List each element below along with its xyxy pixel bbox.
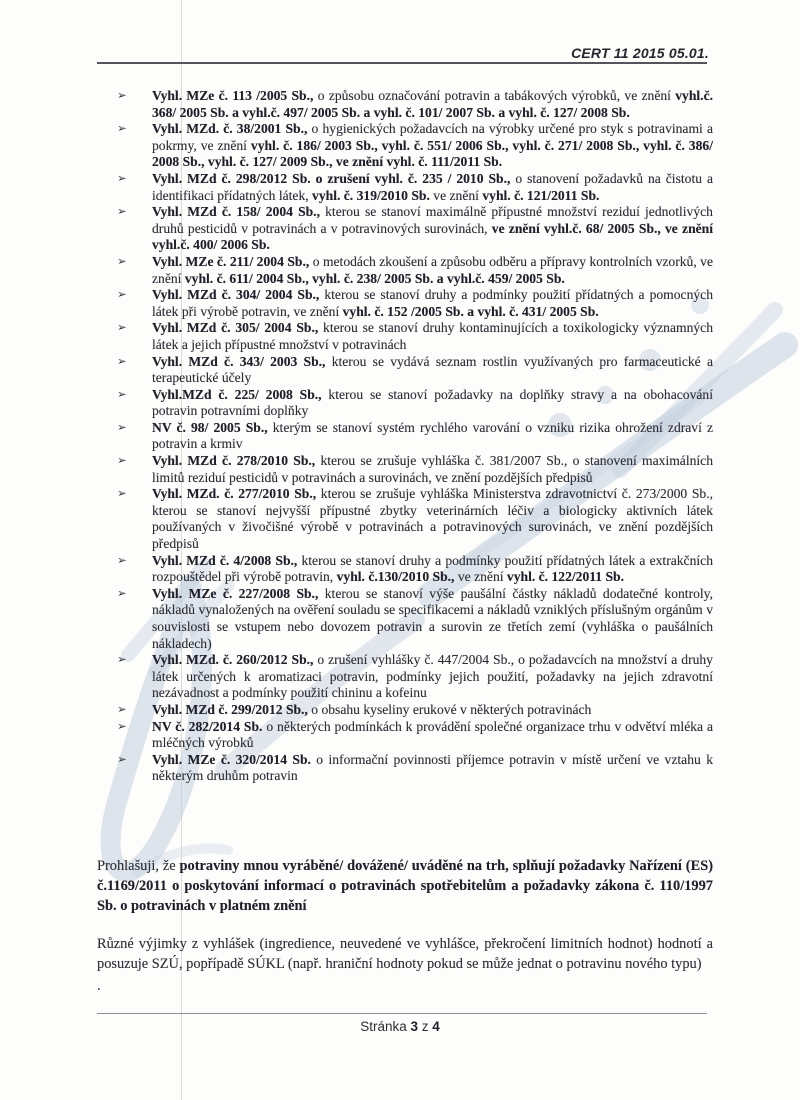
list-item — [97, 354, 713, 387]
bullet-arrow-icon: ➢ — [117, 255, 127, 268]
list-item-text: Vyhl. MZe č. 113 /2005 Sb., o způsobu označování potravin a tabákových výrobků, ve znění vyhl.č. 368/ 2005 Sb. a vyhl.č. 497/ 2005 Sb. a vyhl. č. 101/ 2007 Sb. a vyhl. č. 127/ 2008 Sb. — [152, 88, 714, 120]
bullet-arrow-icon: ➢ — [117, 488, 127, 501]
footer-page-number: 3 — [410, 1019, 418, 1034]
list-item — [97, 752, 713, 785]
list-item-text: Vyhl. MZd č. 304/ 2004 Sb., kterou se stanoví druhy a podmínky použití přídatných a pomocných látek při výrobě potravin, ve znění vyhl. č. 152 /2005 Sb. a vyhl. č. 431/ 2005 Sb. — [152, 287, 713, 319]
bullet-arrow-icon: ➢ — [117, 388, 127, 401]
list-item-text: Vyhl. MZd č. 305/ 2004 Sb., kterou se stanoví druhy kontaminujících a toxikologicky významných látek a jejich přípustné množství v potravinách — [152, 320, 713, 352]
footer-separator: z — [421, 1019, 429, 1034]
list-item-text: Vyhl. MZd. č. 38/2001 Sb., o hygienických požadavcích na výrobky určené pro styk s potravinami a pokrmy, ve znění vyhl. č. 186/ 2003 Sb., vyhl. č. 551/ 2006 Sb., vyhl. č. 271/ 2008 Sb., vyhl. č. 386/ 2008 Sb., vyhl. č. 127/ 2009 Sb., ve znění vyhl. č. 111/2011 Sb. — [152, 121, 713, 170]
header-rule — [97, 62, 707, 64]
list-item-text: Vyhl. MZd č. 343/ 2003 Sb., kterou se vydává seznam rostlin využívaných pro farmaceutické a terapeutické účely — [152, 353, 713, 386]
list-item-text: Vyhl. MZe č. 227/2008 Sb., kterou se stanoví výše paušální částky nákladů dodatečné kontroly, nákladů vynaložených na ověření souladu se specifikacemi a nákladů vzniklých příslušným orgánům v souvislosti se vstupem nebo dovozem potravin a surovin ze třetích zemí (vyhláška o paušálních nákladech) — [152, 585, 713, 651]
bullet-arrow-icon: ➢ — [117, 172, 127, 185]
list-item-text: NV č. 98/ 2005 Sb., kterým se stanoví systém rychlého varování o vzniku rizika ohrožení zdraví z potravin a krmiv — [152, 419, 713, 452]
paragraph-section — [97, 856, 713, 996]
list-item — [97, 719, 713, 752]
bullet-arrow-icon: ➢ — [117, 289, 127, 302]
bullet-arrow-icon: ➢ — [117, 720, 127, 733]
bullet-arrow-icon: ➢ — [117, 322, 127, 335]
declaration-paragraph: Prohlašuji, že potraviny mnou vyráběné/ dovážené/ uváděné na trh, splňují požadavky Nařízení (ES) č.1169/2011 o poskytování informací o potravinách spotřebitelům a požadavky zákona č. 110/1997 Sb. o potravinách v platném znění — [97, 858, 713, 914]
list-item — [97, 204, 713, 254]
stray-period: . — [97, 978, 101, 994]
list-item-text: Vyhl.MZd č. 225/ 2008 Sb., kterou se stanoví požadavky na doplňky stravy a na obohacování potravin potravními doplňky — [152, 386, 713, 419]
bullet-arrow-icon: ➢ — [117, 554, 127, 567]
footer-total-pages: 4 — [432, 1019, 440, 1034]
list-item — [97, 420, 713, 453]
bullet-arrow-icon: ➢ — [117, 206, 127, 219]
list-item — [97, 486, 713, 552]
list-item-text: NV č. 282/2014 Sb. o některých podmínkách k provádění společné organizace trhu v odvětví mléka a mléčných výrobků — [152, 718, 713, 751]
bullet-arrow-icon: ➢ — [117, 355, 127, 368]
footer-label: Stránka — [360, 1019, 407, 1034]
list-item — [97, 586, 713, 652]
list-item — [97, 553, 713, 586]
list-item-text: Vyhl. MZd č. 298/2012 Sb. o zrušení vyhl. č. 235 / 2010 Sb., o stanovení požadavků na čistotu a identifikaci přídatných látek, vyhl. č. 319/2010 Sb. ve znění vyhl. č. 121/2011 Sb. — [152, 170, 714, 203]
list-item — [97, 702, 713, 719]
list-item — [97, 121, 713, 171]
list-item — [97, 320, 713, 353]
bullet-arrow-icon: ➢ — [117, 703, 127, 716]
list-item-text: Vyhl. MZd č. 299/2012 Sb., o obsahu kyseliny erukové v některých potravinách — [152, 701, 592, 717]
list-item — [97, 254, 713, 287]
exceptions-paragraph: Různé výjimky z vyhlášek (ingredience, neuvedené ve vyhlášce, překročení limitních hodnot) hodnotí a posuzuje SZÚ, popřípadě SÚKL (např. hraniční hodnoty pokud se může jednat o potravinu nového typu) — [97, 936, 713, 972]
page-footer — [0, 1019, 800, 1034]
bullet-arrow-icon: ➢ — [117, 90, 127, 102]
list-item-text: Vyhl. MZd. č. 260/2012 Sb., o zrušení vyhlášky č. 447/2004 Sb., o požadavcích na množství a druhy látek určených k aromatizaci potravin, podmínky jejich použití, požadavky na jejich zdravotní nezávadnost a podmínky použití chininu a kofeinu — [152, 652, 713, 701]
list-item — [97, 453, 713, 486]
list-item — [97, 88, 713, 121]
regulation-list — [97, 88, 713, 785]
list-item-text: Vyhl. MZd č. 158/ 2004 Sb., kterou se stanoví maximálně přípustné množství reziduí jednotlivých druhů pesticidů v potravinách a v potravinových surovinách, ve znění vyhl.č. 68/ 2005 Sb., ve znění vyhl.č. 400/ 2006 Sb. — [152, 204, 713, 253]
footer-rule — [97, 1013, 707, 1014]
list-item-text: Vyhl. MZd č. 4/2008 Sb., kterou se stanoví druhy a podmínky použití přídatných látek a extrakčních rozpouštědel při výrobě potravin, vyhl. č.130/2010 Sb., ve znění vyhl. č. 122/2011 Sb. — [152, 552, 713, 585]
list-item-text: Vyhl. MZd. č. 277/2010 Sb., kterou se zrušuje vyhláška Ministerstva zdravotnictví č. 273/2000 Sb., kterou se stanoví nejvyšší přípustné zbytky veterinárních léčiv a biologicky aktivních látek používaných v živočišné výrobě v potravinách a potravinových surovinách, ve znění pozdějších předpisů — [152, 486, 713, 552]
bullet-arrow-icon: ➢ — [117, 587, 127, 600]
bullet-arrow-icon: ➢ — [117, 753, 127, 766]
bullet-arrow-icon: ➢ — [117, 654, 127, 667]
bullet-arrow-icon: ➢ — [117, 421, 127, 434]
list-item — [97, 387, 713, 420]
list-item-text: Vyhl. MZd č. 278/2010 Sb., kterou se zrušuje vyhláška č. 381/2007 Sb., o stanovení maximálních limitů reziduí pesticidů v potravinách a surovinách, ve znění pozdějších předpisů — [152, 453, 714, 485]
bullet-arrow-icon: ➢ — [117, 123, 127, 136]
list-item — [97, 171, 713, 204]
list-item-text: Vyhl. MZe č. 211/ 2004 Sb., o metodách zkoušení a způsobu odběru a přípravy kontrolních vzorků, ve znění vyhl. č. 611/ 2004 Sb., vyhl. č. 238/ 2005 Sb. a vyhl.č. 459/ 2005 Sb. — [152, 253, 713, 286]
bullet-arrow-icon: ➢ — [117, 455, 127, 468]
list-item — [97, 287, 713, 320]
document-code: CERT 11 2015 05.01. — [571, 45, 709, 61]
list-item-text: Vyhl. MZe č. 320/2014 Sb. o informační povinnosti příjemce potravin v místě určení ve vztahu k některým druhům potravin — [152, 751, 713, 784]
list-item — [97, 652, 713, 702]
